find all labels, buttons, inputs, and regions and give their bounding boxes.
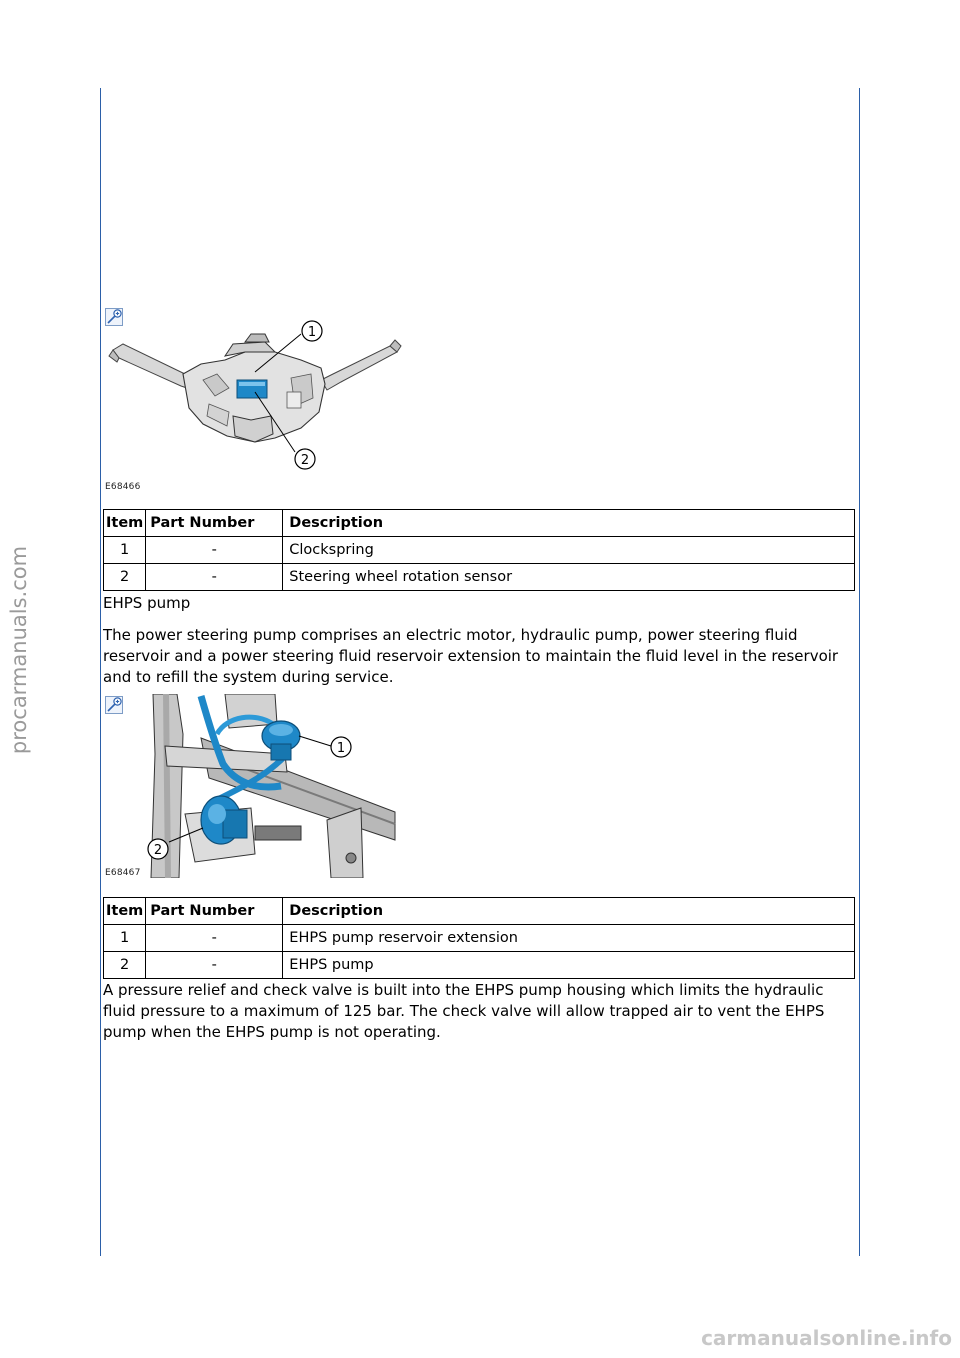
parts-table-1 <box>103 509 855 591</box>
table-row <box>104 564 855 591</box>
item-number: 2 <box>104 952 146 979</box>
part-number: - <box>146 952 283 979</box>
header-item: Item <box>104 898 146 925</box>
table-row <box>104 537 855 564</box>
header-description: Description <box>283 510 855 537</box>
callout-2-label: 2 <box>153 843 163 858</box>
description: EHPS pump <box>283 952 855 979</box>
callout-2-label: 2 <box>300 453 310 468</box>
table-row <box>104 952 855 979</box>
bottom-watermark: carmanualsonline.info <box>701 1326 952 1350</box>
parts-table-2 <box>103 897 855 979</box>
paragraph: A pressure relief and check valve is built into the EHPS pump housing which limits the hydraulic fluid pressure to a maximum of 125 bar. The check valve will allow trapped air to vent the EHPS pump when the EHPS pump is not operating. <box>103 981 825 1041</box>
description: Clockspring <box>283 537 855 564</box>
item-number: 1 <box>104 925 146 952</box>
part-number: - <box>146 537 283 564</box>
paragraph: The power steering pump comprises an electric motor, hydraulic pump, power steering fluid reservoir and a power steering fluid reservoir extension to maintain the fluid level in the reservoir and to refill the system during service. <box>103 626 839 686</box>
header-description: Description <box>283 898 855 925</box>
description: EHPS pump reservoir extension <box>283 925 855 952</box>
header-item: Item <box>104 510 146 537</box>
part-number: - <box>146 564 283 591</box>
ehps-pump-illustration <box>105 694 397 878</box>
callout-1-label: 1 <box>307 325 317 340</box>
callout-1-label: 1 <box>336 741 346 756</box>
description: Steering wheel rotation sensor <box>283 564 855 591</box>
figure-code: E68467 <box>105 868 141 878</box>
side-watermark: procarmanuals.com <box>7 545 31 755</box>
header-part-number: Part Number <box>146 510 283 537</box>
part-number: - <box>146 925 283 952</box>
item-number: 2 <box>104 564 146 591</box>
table-row <box>104 925 855 952</box>
left-margin-rule <box>100 88 101 1256</box>
section-heading: EHPS pump <box>103 594 191 612</box>
clockspring-illustration <box>105 316 405 481</box>
item-number: 1 <box>104 537 146 564</box>
header-part-number: Part Number <box>146 898 283 925</box>
figure-code: E68466 <box>105 482 141 492</box>
right-margin-rule <box>859 88 860 1256</box>
